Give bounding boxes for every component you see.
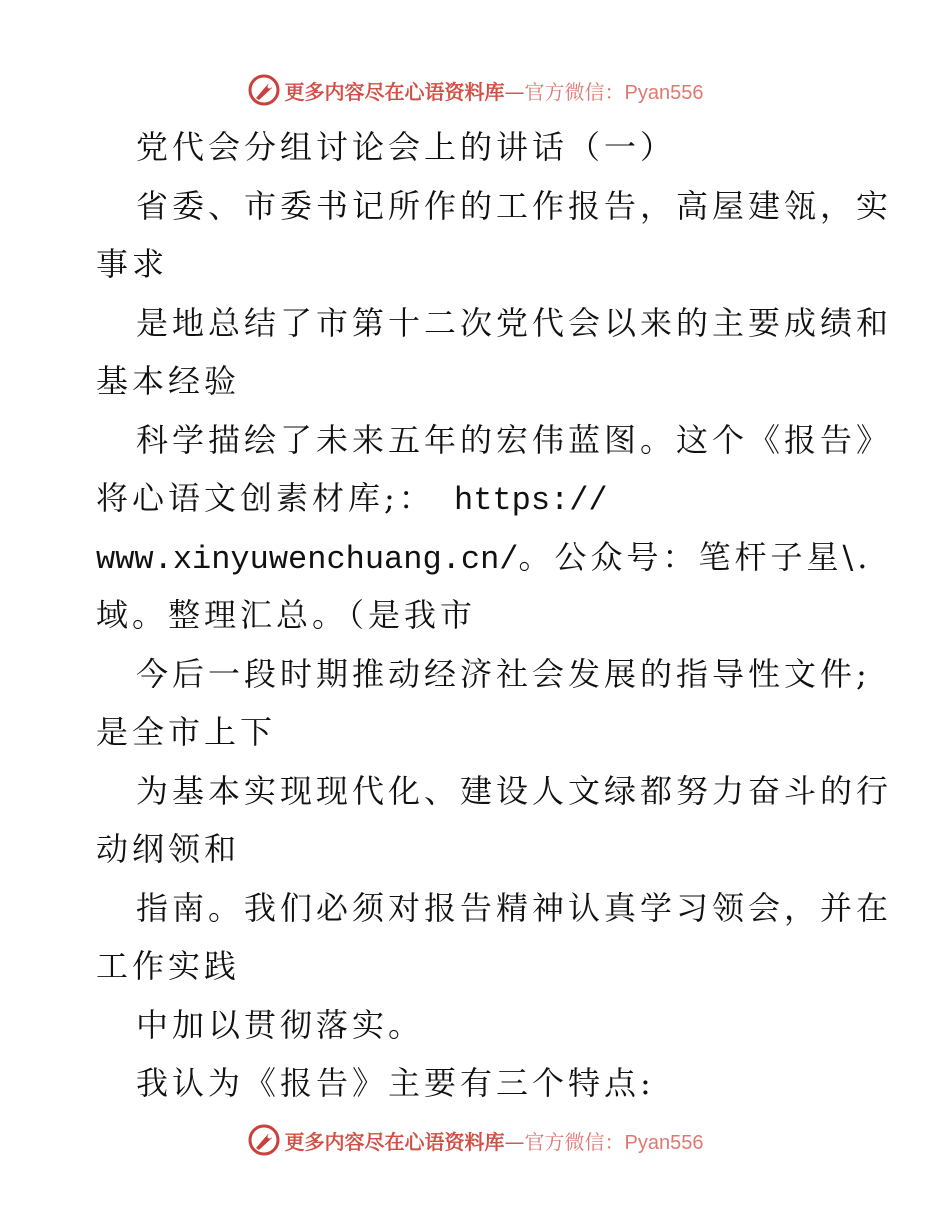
paragraph-line: 是地总结了市第十二次党代会以来的主要成绩和 — [136, 303, 893, 342]
paragraph-line: 我认为《报告》主要有三个特点: — [136, 1064, 655, 1102]
banner-wechat-label: 官方微信： — [524, 1129, 625, 1154]
paragraph-line: 中加以贯彻落实。 — [136, 1005, 425, 1044]
paragraph-line: 指南。我们必须对报告精神认真学习领会，并在 — [136, 888, 893, 927]
paragraph-line: 今后一段时期推动经济社会发展的指导性文件; — [136, 654, 871, 693]
banner-separator: — — [504, 1129, 525, 1154]
paragraph-line: 基本经验 — [96, 362, 241, 400]
paragraph-line: 事求 — [96, 245, 169, 283]
source-note: 将心语文创素材库;： — [96, 479, 435, 517]
paragraph-line: 是全市上下 — [96, 713, 277, 751]
banner-wechat-label: 官方微信： — [524, 79, 625, 104]
paragraph-line — [96, 528, 876, 587]
document-title: 党代会分组讨论会上的讲话（一） — [136, 128, 677, 166]
paragraph-line: 动纲领和 — [96, 830, 241, 868]
source-url-prefix: https:// — [434, 482, 608, 519]
paragraph-line: 域。整理汇总。（是我市 — [96, 596, 477, 634]
banner-wechat-id: Pyan556 — [624, 1131, 704, 1154]
document-body — [96, 118, 893, 1113]
pen-nib-logo-icon — [247, 73, 281, 107]
banner-brand: 更多内容尽在心语资料库 — [284, 1129, 505, 1154]
public-account-note: 。公众号：笔杆子星\. — [518, 537, 872, 576]
paragraph-line: 科学描绘了未来五年的宏伟蓝图。这个《报告》 — [136, 420, 893, 459]
banner-text — [285, 76, 704, 105]
banner-brand: 更多内容尽在心语资料库 — [284, 79, 505, 104]
paragraph-line: 省委、市委书记所作的工作报告，高屋建瓴，实 — [136, 186, 893, 225]
banner-wechat-id: Pyan556 — [624, 81, 704, 104]
banner-separator: — — [504, 79, 525, 104]
source-url: www.xinyuwenchuang.cn/ — [96, 540, 519, 578]
pen-nib-logo-icon — [247, 1123, 281, 1157]
header-banner — [0, 70, 950, 110]
paragraph-line: 工作实践 — [96, 947, 241, 985]
banner-text — [285, 1126, 704, 1155]
paragraph-line: 为基本实现现代化、建设人文绿都努力奋斗的行 — [136, 771, 893, 810]
footer-banner — [0, 1120, 950, 1160]
paragraph-line — [96, 469, 876, 528]
